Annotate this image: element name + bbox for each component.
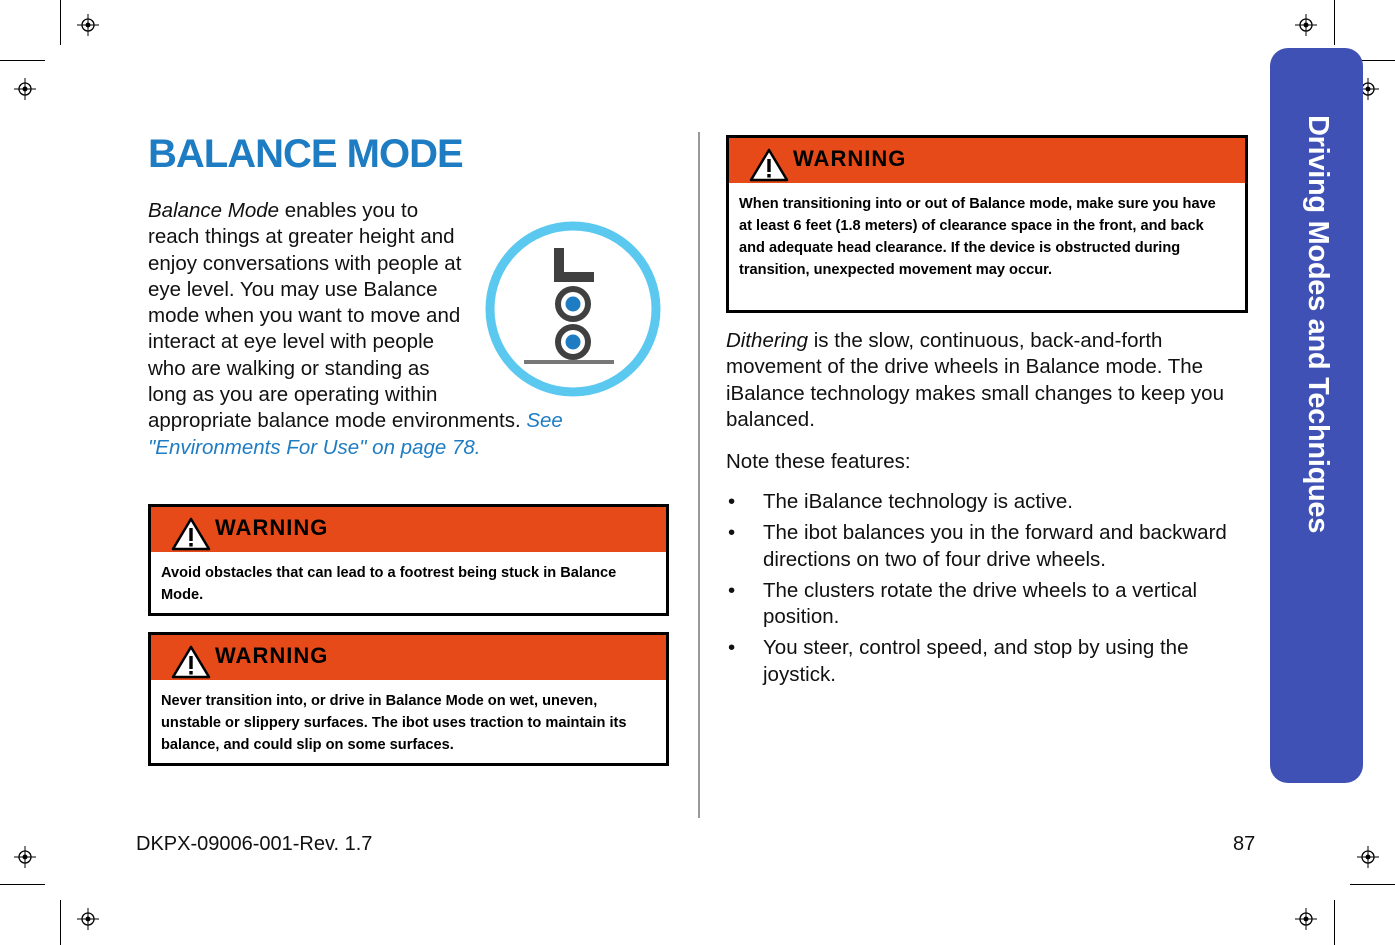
intro-narrow-text	[148, 198, 468, 408]
chapter-tab-label: Driving Modes and Techniques	[1302, 115, 1334, 534]
registration-mark-icon	[1295, 14, 1317, 36]
crop-mark	[1334, 900, 1335, 945]
column-divider	[698, 132, 700, 818]
registration-mark-icon	[77, 14, 99, 36]
intro-body: enables you to reach things at greater height and enjoy conversations with people at eye level. You may use Balance mode when you want to move and interact at eye level with people who are walking or standing as long as you are operating within	[148, 199, 462, 407]
warning-header	[151, 507, 666, 552]
registration-mark-icon	[77, 908, 99, 930]
warning-box	[148, 632, 669, 766]
registration-mark-icon	[14, 846, 36, 868]
features-list	[726, 489, 1246, 693]
list-item: • The ibot balances you in the forward and backward directions on two of four drive wheels.	[726, 520, 1246, 573]
warning-box	[148, 504, 669, 616]
warning-label: WARNING	[793, 146, 907, 171]
warning-header	[729, 138, 1245, 183]
list-item: • You steer, control speed, and stop by using the joystick.	[726, 635, 1246, 688]
intro-emphasis: Balance Mode	[148, 199, 280, 222]
warning-text: Never transition into, or drive in Balance Mode on wet, uneven, unstable or slippery surfaces. The ibot uses traction to maintain its balance, and could slip on some surfaces.	[161, 693, 627, 753]
section-title: BALANCE MODE	[148, 132, 463, 176]
list-item: • The iBalance technology is active.	[726, 489, 1246, 515]
dithering-body: is the slow, continuous, back-and-forth movement of the drive wheels in Balance mode. The iBalance technology makes small changes to keep you balanced.	[726, 329, 1224, 431]
list-item: • The clusters rotate the drive wheels to a vertical position.	[726, 578, 1246, 631]
warning-header	[151, 635, 666, 680]
crop-mark	[1334, 0, 1335, 45]
crop-mark	[60, 0, 61, 45]
registration-mark-icon	[14, 78, 36, 100]
intro-tail: appropriate balance mode environments.	[148, 409, 527, 433]
registration-mark-icon	[1357, 846, 1379, 868]
dithering-paragraph	[726, 328, 1256, 433]
warning-text: When transitioning into or out of Balance mode, make sure you have at least 6 feet (1.8 meters) of clearance space in the front, and back and adequate head clearance. If the device is obstructed during transition, unexpected movement may occur.	[739, 196, 1216, 278]
crop-mark	[60, 900, 61, 945]
registration-mark-icon	[1295, 908, 1317, 930]
features-intro: Note these features:	[726, 450, 911, 473]
balance-mode-icon	[484, 218, 664, 400]
warning-triangle-icon	[171, 645, 211, 679]
warning-text: Avoid obstacles that can lead to a footrest being stuck in Balance Mode.	[161, 565, 617, 603]
warning-triangle-icon	[171, 517, 211, 551]
warning-box	[726, 135, 1248, 313]
crop-mark	[1350, 884, 1395, 885]
crop-mark	[0, 884, 45, 885]
warning-label: WARNING	[215, 515, 329, 540]
warning-triangle-icon	[749, 148, 789, 182]
see-reference-link[interactable]: See "Environments For Use" on page 78.	[148, 409, 563, 459]
warning-label: WARNING	[215, 643, 329, 668]
document-id: DKPX-09006-001-Rev. 1.7	[136, 833, 373, 855]
crop-mark	[0, 60, 45, 61]
page-number: 87	[1233, 833, 1256, 855]
dithering-term: Dithering	[726, 329, 809, 352]
